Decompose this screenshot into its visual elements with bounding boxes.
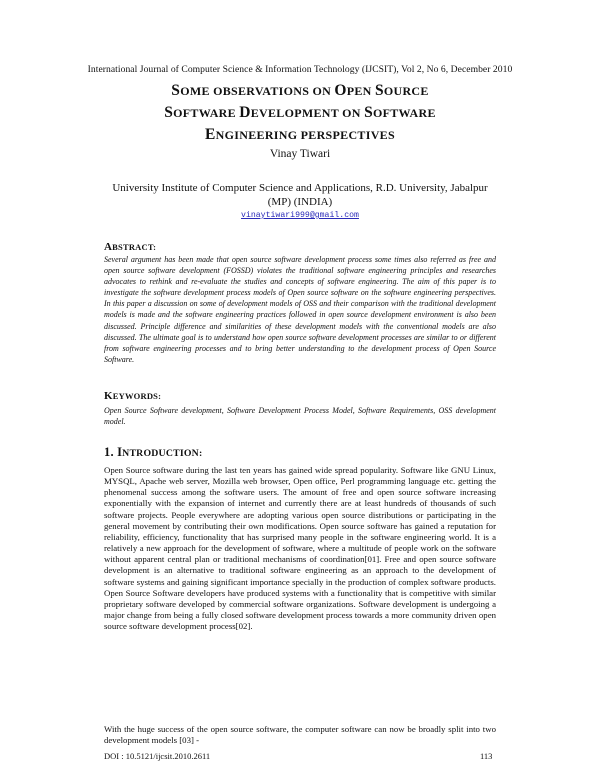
title-line-2: SOFTWARE DEVELOPMENT ON SOFTWARE bbox=[164, 104, 436, 121]
introduction-paragraph-1: Open Source software during the last ten years has gained wide spread popularity. Software like GNU Linux, MYSQL, Apache web server, Mozilla web browser, Open office, Perl programming language etc. getting the phenomenal success among the software users. The amount of free and open source software increasing exponentially with the expansion of internet and currently there are at least hundreds of thousands of such software projects. People everywhere are adopting various open source distributions or participating in the general movement by contributing their own modifications. Open source software has gained a reputation for reliability, efficiency, functionality that has surprised many people in the software engineering world. It is a relatively a new approach for the development of software, where a multitude of people work on the software without apparent central plan or traditional mechanisms of coordination[01]. Free and open source software development is an alternative to traditional software engineering as an approach to the development of software systems and gaining significant importance specially in the production of complex software products. Open Source Software developers have produced systems with a functionality that is competitive with similar proprietary software developed by commercial software organizations. Software development is undergoing a major change from being a fully closed software development process towards a more community driven open source software development process[02]. bbox=[104, 465, 496, 632]
author-affiliation bbox=[100, 181, 500, 209]
author-name: Vinay Tiwari bbox=[269, 148, 331, 160]
keywords-text: Open Source Software development, Software Development Process Model, Software Requirements, OSS development model. bbox=[104, 406, 496, 427]
abstract-heading: ABSTRACT: bbox=[104, 241, 157, 253]
paper-title bbox=[0, 80, 600, 146]
footer-page-number: 113 bbox=[480, 751, 493, 761]
title-line-1: SOME OBSERVATIONS ON OPEN SOURCE bbox=[171, 82, 429, 99]
running-header: International Journal of Computer Science & Information Technology (IJCSIT), Vol 2, No 6, December 2010 bbox=[87, 64, 513, 75]
footer-doi: DOI : 10.5121/ijcsit.2010.2611 bbox=[104, 751, 211, 761]
keywords-heading: KEYWORDS: bbox=[104, 390, 162, 402]
introduction-paragraph-2: With the huge success of the open source software, the computer software can now be broadly split into two development models [03] - bbox=[104, 724, 496, 746]
affiliation-line-2: (MP) (INDIA) bbox=[267, 196, 333, 208]
affiliation-line-1: University Institute of Computer Science and Applications, R.D. University, Jabalpur bbox=[112, 182, 488, 194]
abstract-text: Several argument has been made that open source software development process some times also referred as free and open source software development (FOSSD) violates the traditional software engineering principles and researches advocates to rethink and re-evaluate the studies and concepts of software engineering. The aim of this paper is to investigate the software development process models of Open source software on the software engineering perspectives. In this paper a discussion on some of development models of OSS and their comparison with the traditional development models is made and the software engineering practices followed in open source development environment is also been discussed. Principle difference and similarities of these development models with the conventional models are also discussed. The ultimate goal is to understand how open source software development processes are similar to or different from software engineering processes and to bring better understanding to the development process of Open Source Software. bbox=[104, 255, 496, 364]
author-email-link[interactable]: vinaytiwari999@gmail.com bbox=[241, 211, 359, 220]
introduction-heading: 1. INTRODUCTION: bbox=[104, 445, 203, 459]
title-line-3: ENGINEERING PERSPECTIVES bbox=[205, 126, 395, 143]
